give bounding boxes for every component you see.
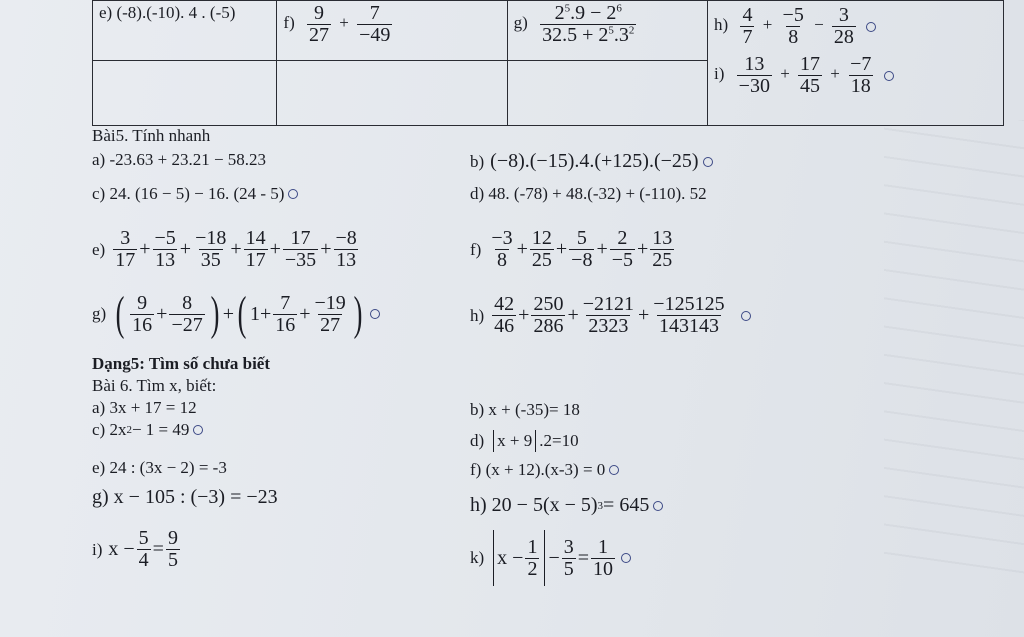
cell-g: [507, 1, 707, 61]
bai5-b: b) (−8).(−15).4.(+125).(−25): [470, 150, 713, 173]
pen-mark-icon: [884, 71, 894, 81]
bai6-title: Bài 6. Tìm x, biết:: [92, 376, 217, 395]
fraction: $\frac{3}{28}$: [833, 4, 854, 48]
paper-bleed-through: [884, 120, 1024, 580]
bai5-d: d) 48. (-78) + 48.(-32) + (-110). 52: [470, 184, 707, 203]
bai6-a: a) 3x + 17 = 12: [92, 398, 197, 417]
cell-empty: [277, 61, 507, 126]
fraction: $\frac{-7}{18}$: [850, 53, 872, 97]
exercise-table: [92, 0, 1004, 126]
fraction: $\frac{7}{-49}$: [359, 2, 391, 46]
fraction: $\frac{2^5.9 - 2^6}{32.5 + 2^5.3^2}$: [542, 2, 635, 46]
bai6-d: d) x + 9 .2=10: [470, 431, 579, 450]
cell-f: f) $\frac{9}{27}$ + $\frac{7}{-49}$: [277, 1, 507, 61]
pen-mark-icon: [621, 553, 631, 563]
bai5-c: c) 24. (16 − 5) − 16. (24 - 5): [92, 184, 298, 204]
cell-h-i: h) $\frac{4}{7}$ + $\frac{-5}{8}$ − $\frac{3}{28}$ i) $\frac{13}{-30}$ + $\frac{17}{45}$ + $\frac{-7}{18}$: [708, 1, 1004, 126]
fraction: $\frac{13}{-30}$: [738, 53, 770, 97]
table-i-label: i): [714, 64, 725, 84]
cell-empty: [507, 61, 707, 126]
bai5-f: f) $\frac{-3}{8}$ + $\frac{12}{25}$ + $\frac{5}{-8}$ + $\frac{2}{-5}$ + $\frac{13}{25}$: [470, 227, 673, 271]
fraction: $\frac{9}{27}$: [309, 2, 329, 46]
table-e-label: e): [99, 3, 113, 22]
bai6-b: b) x + (-35)= 18: [470, 400, 580, 419]
table-h-label: h): [714, 15, 729, 35]
bai5-a: a) -23.63 + 23.21 − 58.23: [92, 150, 267, 169]
pen-mark-icon: [370, 309, 380, 319]
bai6-k: k) x − $\frac{1}{2}$ − $\frac{3}{5}$ = $\frac{1}{10}$: [470, 530, 631, 586]
bai6-c: c) 2x 2 − 1 = 49: [92, 420, 203, 440]
bai6-e: e) 24 : (3x − 2) = -3: [92, 458, 227, 477]
table-e-expr: (-8).(-10). 4 . (-5): [116, 3, 236, 22]
pen-mark-icon: [703, 157, 713, 167]
table-f-label: f): [283, 13, 295, 33]
bai5-h: h) $\frac{42}{46}$ + $\frac{250}{286}$ + $\frac{-2121}{2323}$ + $\frac{-125125}{143143}$: [470, 294, 751, 337]
bai5-title: Bài5. Tính nhanh: [92, 126, 211, 145]
bai5-g: g) ( $\frac{9}{16}$ + $\frac{8}{-27}$ ) + ( 1 + $\frac{7}{16}$ + $\frac{-19}{27}$ ): [92, 290, 380, 338]
pen-mark-icon: [193, 425, 203, 435]
fraction: $\frac{4}{7}$: [742, 4, 753, 48]
pen-mark-icon: [866, 22, 876, 32]
pen-mark-icon: [288, 189, 298, 199]
bai5-e: e) $\frac{3}{17}$ + $\frac{-5}{13}$ + $\frac{-18}{35}$ + $\frac{14}{17}$ + $\frac{17}{-35}$ + $\frac{-8}{13}$: [92, 227, 357, 271]
bai6-h: h) 20 − 5(x − 5) 3 = 645: [470, 494, 663, 517]
pen-mark-icon: [609, 465, 619, 475]
pen-mark-icon: [741, 311, 751, 321]
fraction: $\frac{17}{45}$: [800, 53, 821, 97]
bai6-i: i) x − $\frac{5}{4}$ = $\frac{9}{5}$: [92, 527, 178, 571]
fraction: $\frac{-5}{8}$: [782, 4, 804, 48]
table-g-label: g): [513, 13, 528, 33]
dang5-title: Dạng5: Tìm số chưa biết: [92, 354, 271, 373]
pen-mark-icon: [653, 501, 663, 511]
bai6-g: g) x − 105 : (−3) = −23: [92, 486, 278, 508]
bai6-f: f) (x + 12).(x-3) = 0: [470, 460, 619, 480]
cell-e: [93, 1, 277, 61]
cell-empty: [93, 61, 277, 126]
